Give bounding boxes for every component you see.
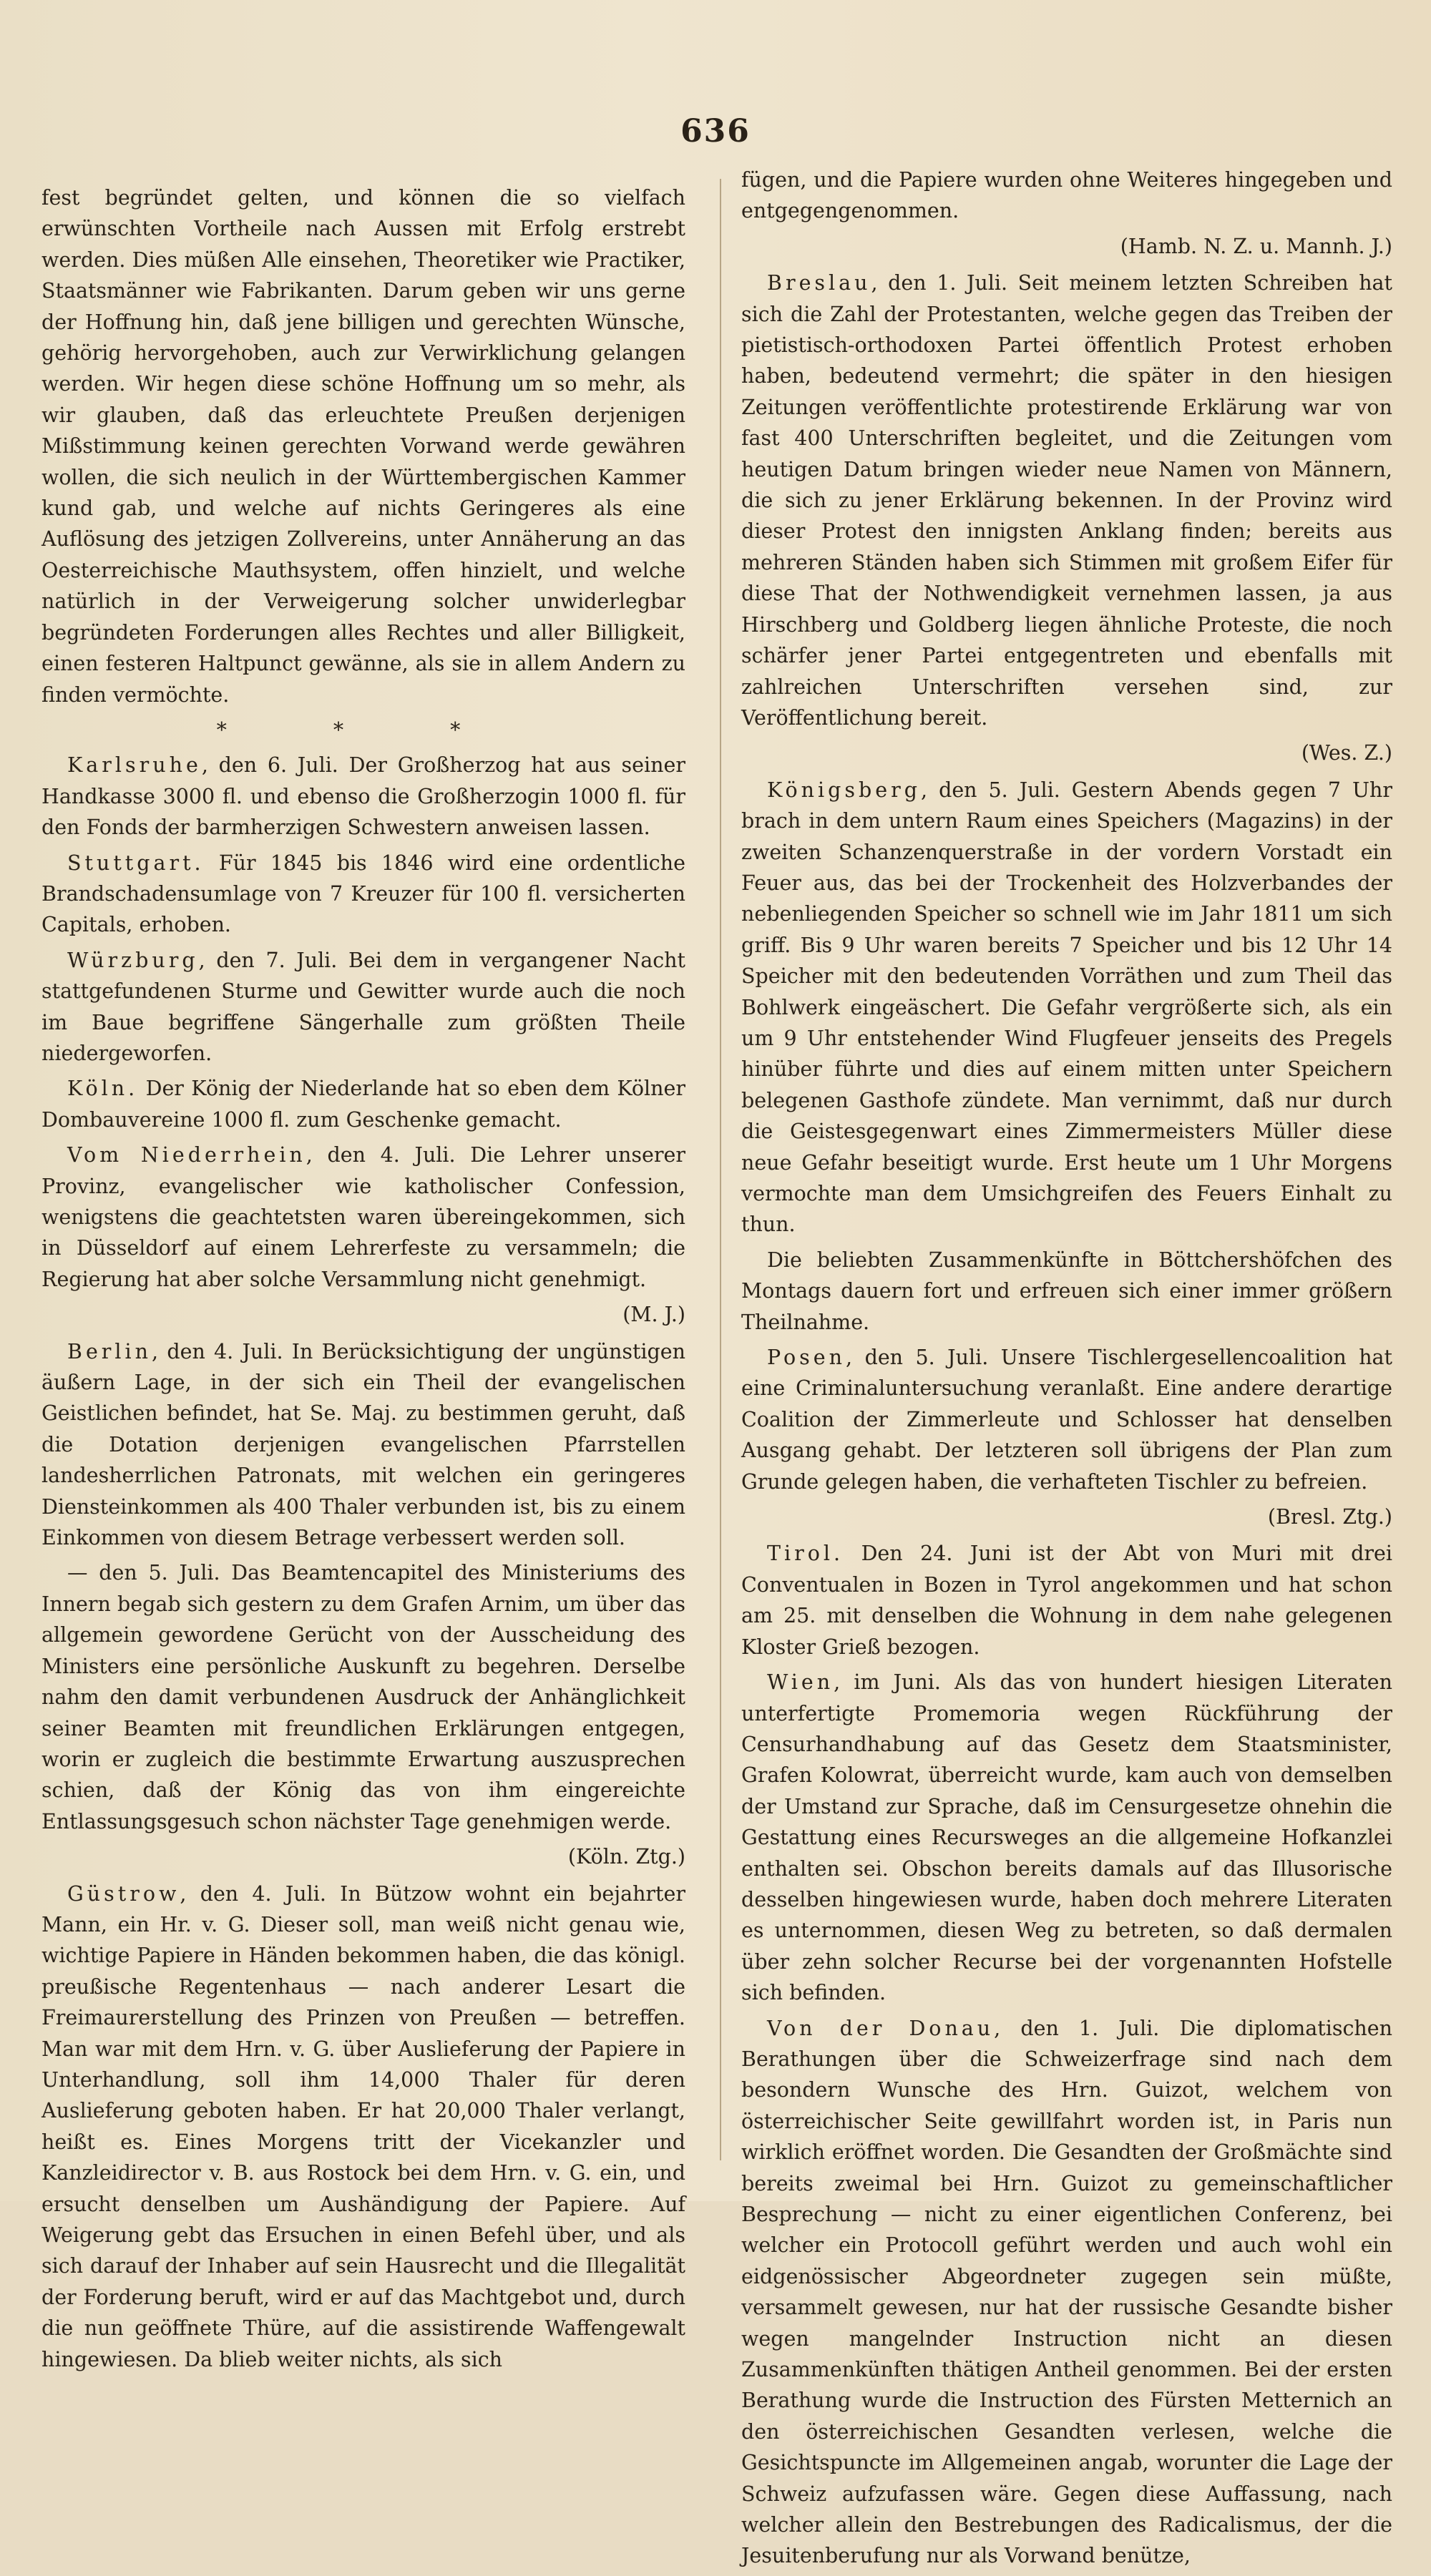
left-column [41, 182, 685, 2379]
article-body: , im Juni. Als das von hundert hiesigen Literaten unterfertigte Promemoria wegen Rückführung der Censurhandhabung auf das Gesetz dem Staatsminister, Grafen Kolowrat, überreicht wurde, kam auch von demselben der Umstand zur Sprache, daß im Censurgesetze ohnehin die Gestattung eines Recursweges an die allgemeine Hofkanzlei enthalten sei. Obschon bereits damals auf das Illusorische desselben hingewiesen wurde, haben doch mehrere Literaten es unternommen, diesen Weg zu betreten, so daß dermalen über zehn solcher Recurse bei der vorgenannten Hofstelle sich befinden. [741, 1670, 1392, 2005]
article-body: , den 5. Juli. Unsere Tischlergesellencoalition hat eine Criminaluntersuchung veranlaßt. Eine andere derartige Coalition der Zimmerleute und Schlosser hat denselben Ausgang gehabt. Der letzteren soll übrigens der Plan zum Grunde gelegen haben, die verhafteten Tischler zu befreien. [741, 1346, 1392, 1494]
dateline-place: Von der Donau [767, 2016, 995, 2040]
dateline-place: Köln. [67, 1077, 139, 1101]
dateline-place: Berlin [67, 1339, 152, 1363]
article-body: , den 1. Juli. Die diplomatischen Berathungen über die Schweizerfrage sind nach dem besondern Wunsche des Hrn. Guizot, welchem von österreichischer Seite gewillfahrt worden ist, in Paris nun wirklich eröffnet worden. Die Gesandten der Großmächte sind bereits zweimal bei Hrn. Guizot zu gemeinschaftlicher Besprechung — nicht zu einer eigentlichen Conferenz, bei welcher ein Protocoll geführt werden und auch wohl ein eidgenössischer Abgeordneter zugegen sein müßte, versammelt gewesen, nur hat der russische Gesandte bisher wegen mangelnder Instruction nicht an diesen Zusammenkünften thätigen Antheil genommen. Bei der ersten Berathung wurde die Instruction des Fürsten Metternich an den österreichischen Gesandten verlesen, welche die Gesichtspuncte im Allgemeinen angab, worunter die Lage der Schweiz aufzufassen wäre. Gegen diese Auffassung, nach welcher allein den Bestrebungen des Radicalismus, der die Jesuitenberufung nur als Vorwand benütze, [741, 2016, 1393, 2568]
article-body: , den 7. Juli. Bei dem in vergangener Nacht stattgefundenen Sturme und Gewitter wurde auch die noch im Baue begriffene Sängerhalle zum größten Theile niedergeworfen. [41, 948, 685, 1065]
article-body: , den 1. Juli. Seit meinem letzten Schreiben hat sich die Zahl der Protestanten, welche gegen das Treiben der pietistisch-orthodoxen Partei öffentlich Protest erhoben haben, bedeutend vermehrt; die später in den hiesigen Zeitungen veröffentlichte protestirende Erklärung war von fast 400 Unterschriften begleitet, und die Zeitungen vom heutigen Datum bringen wieder neue Namen von Männern, die sich zu jener Erklärung bekennen. In der Provinz wird dieser Protest den innigsten Anklang finden; bereits aus mehreren Ständen haben sich Stimmen mit großem Eifer für diese That der Nothwendigkeit vernehmen lassen, ja aus Hirschberg und Goldberg liegen ähnliche Proteste, die noch schärfer jener Partei entgegentreten und ebenfalls mit zahlreichen Unterschriften versehen sind, zur Veröffentlichung bereit. [741, 271, 1392, 730]
article-wien [741, 1667, 1392, 2008]
dateline-place: Karlsruhe [67, 753, 202, 778]
article-karlsruhe [41, 750, 685, 843]
article-body: , den 6. Juli. Der Großherzog hat aus seiner Handkasse 3000 fl. und ebenso die Großherzogin 1000 fl. für den Fonds der barmherzigen Schwestern anweisen lassen. [41, 753, 685, 840]
article-koeln [41, 1073, 685, 1135]
article-body: , den 4. Juli. In Bützow wohnt ein bejahrter Mann, ein Hr. v. G. Dieser soll, man weiß nicht genau wie, wichtige Papiere in Händen bekommen haben, die das königl. preußische Regentenhaus — nach anderer Lesart die Freimaurerstellung des Prinzen von Preußen — betreffen. Man war mit dem Hrn. v. G. über Auslieferung der Papiere in Unterhandlung, soll ihm 14,000 Thaler für deren Auslieferung geboten haben. Er hat 20,000 Thaler verlangt, heißt es. Eines Morgens tritt der Vicekanzler und Kanzleidirector v. B. aus Rostock bei dem Hrn. v. G. ein, und ersucht denselben um Aushändigung der Papiere. Auf Weigerung gebt das Ersuchen in einen Befehl über, und als sich darauf der Inhaber auf sein Hausrecht und die Illegalität der Forderung beruft, wird er auf das Machtgebot und, durch die nun geöffnete Thüre, auf die assistirende Waffengewalt hingewiesen. Da blieb weiter nichts, als sich [41, 1881, 685, 2371]
article-body: Den 24. Juni ist der Abt von Muri mit drei Conventualen in Bozen in Tyrol angekommen und hat schon am 25. mit denselben die Wohnung in dem nahe gelegenen Kloster Grieß bezogen. [741, 1542, 1392, 1659]
source-citation: (Köln. Ztg.) [567, 1845, 685, 1869]
right-column [741, 165, 1392, 2576]
article-niederrhein [41, 1140, 685, 1295]
section-separator: * * * [216, 718, 511, 742]
source-citation: (Bresl. Ztg.) [1267, 1505, 1392, 1529]
article-guestrow-continued: fügen, und die Papiere wurden ohne Weiteres hingegeben und entgegengenommen. [741, 168, 1392, 223]
article-breslau [741, 268, 1392, 733]
source-citation: (M. J.) [622, 1303, 685, 1327]
article-posen [741, 1342, 1392, 1497]
dateline-place: Stuttgart. [67, 851, 205, 875]
dateline-place: Güstrow [67, 1881, 180, 1906]
dateline-place: Tirol. [767, 1542, 844, 1566]
source-citation: (Hamb. N. Z. u. Mannh. J.) [1120, 234, 1392, 258]
article-koenigsberg [741, 775, 1392, 1240]
article-body: , den 5. Juli. Gestern Abends gegen 7 Uhr brach in dem untern Raum eines Speichers (Magazins) in der zweiten Schanzenquerstraße in der vordern Vorstadt ein Feuer aus, das bei der Trockenheit des Holzverbandes der nebenliegenden Speicher so schnell wie im Jahr 1811 um sich griff. Bis 9 Uhr waren bereits 7 Speicher und bis 12 Uhr 14 Speicher mit den bedeutenden Vorräthen und zum Theil das Bohlwerk eingeäschert. Die Gefahr vergrößerte sich, als ein um 9 Uhr entstehender Wind Flugfeuer jenseits des Pregels hinüber führte und dies auf einem mitten unter Speichern belegenen Gasthofe zündete. Man vernimmt, daß nur durch die Geistesgegenwart eines Zimmermeisters Müller diese neue Gefahr beseitigt wurde. Erst heute um 1 Uhr Morgens vermochte man dem Umsichgreifen des Feuers Einhalt zu thun. [741, 778, 1392, 1237]
dateline-place: Vom Niederrhein [67, 1143, 306, 1167]
article-stuttgart [41, 848, 685, 941]
page-number: 636 [680, 113, 751, 150]
article-berlin-2: — den 5. Juli. Das Beamtencapitel des Ministeriums des Innern begab sich gestern zu dem Grafen Arnim, um über das allgemein gewordene Gerücht von der Ausscheidung des Ministers eine persönliche Auskunft zu begehren. Derselbe nahm den damit verbundenen Ausdruck der Anhänglichkeit seiner Beamten mit freundlichen Erklärungen entgegen, worin er zugleich die bestimmte Erwartung auszusprechen schien, daß der König das von ihm eingereichte Entlassungsgesuch schon nächster Tage genehmigen werde. [41, 1561, 685, 1833]
article-donau [741, 2013, 1392, 2572]
dateline-place: Posen [767, 1346, 846, 1370]
article-body: , den 4. Juli. In Berücksichtigung der ungünstigen äußern Lage, in der sich ein Theil der evangelischen Geistlichen befindet, hat Se. Maj. zu bestimmen geruht, daß die Dotation derjenigen evangelischen Pfarrstellen landesherrlichen Patronats, mit welchen ein geringeres Diensteinkommen als 400 Thaler verbunden ist, bis zu einem Einkommen von diesem Betrage verbessert werden soll. [41, 1339, 685, 1550]
article-zollverein: fest begründet gelten, und können die so vielfach erwünschten Vortheile nach Aussen mit Erfolg erstrebt werden. Dies müßen Alle einsehen, Theoretiker wie Practiker, Staatsmänner wie Fabrikanten. Darum geben wir uns gerne der Hoffnung hin, daß jene billigen und gerechten Wünsche, gehörig hervorgehoben, auch zur Verwirklichung gelangen werden. Wir hegen diese schöne Hoffnung um so mehr, als wir glauben, daß das erleuchtete Preußen derjenigen Mißstimmung keinen gerechten Vorwand werde gewähren wollen, die sich neulich in der Württembergischen Kammer kund gab, und welche auf nichts Geringeres als eine Auflösung des jetzigen Zollvereins, unter Annäherung an das Oesterreichische Mauthsystem, offen hinzielt, und welche natürlich in der Verweigerung solcher unwiderlegbar begründeten Forderungen alles Rechtes und aller Billigkeit, einen festeren Haltpunct gewänne, als sie in allem Andern zu finden vermöchte. [41, 186, 685, 707]
article-koenigsberg-2: Die beliebten Zusammenkünfte in Böttchershöfchen des Montags dauern fort und erfreuen sich einer immer größern Theilnahme. [741, 1248, 1392, 1334]
article-body: , den 4. Juli. Die Lehrer unserer Provinz, evangelischer wie katholischer Confession, wenigstens die geachtetsten waren übereingekommen, sich in Düsseldorf auf einem Lehrerfeste zu versammeln; die Regierung hat aber solche Versammlung nicht genehmigt. [41, 1143, 685, 1291]
article-guestrow [41, 1879, 685, 2376]
dateline-place: Breslau [767, 271, 871, 295]
article-body: Für 1845 bis 1846 wird eine ordentliche Brandschadensumlage von 7 Kreuzer für 100 fl. versicherten Capitals, erhoben. [41, 851, 685, 937]
article-wuerzburg [41, 945, 685, 1069]
dateline-place: Würzburg [67, 948, 199, 972]
column-divider [720, 179, 721, 2160]
article-body: Der König der Niederlande hat so eben dem Kölner Dombauvereine 1000 fl. zum Geschenke gemacht. [41, 1077, 685, 1132]
dateline-place: Königsberg [767, 778, 922, 802]
dateline-place: Wien [767, 1670, 834, 1695]
article-berlin [41, 1336, 685, 1554]
source-citation: (Wes. Z.) [1301, 741, 1392, 765]
article-tirol [741, 1538, 1392, 1662]
